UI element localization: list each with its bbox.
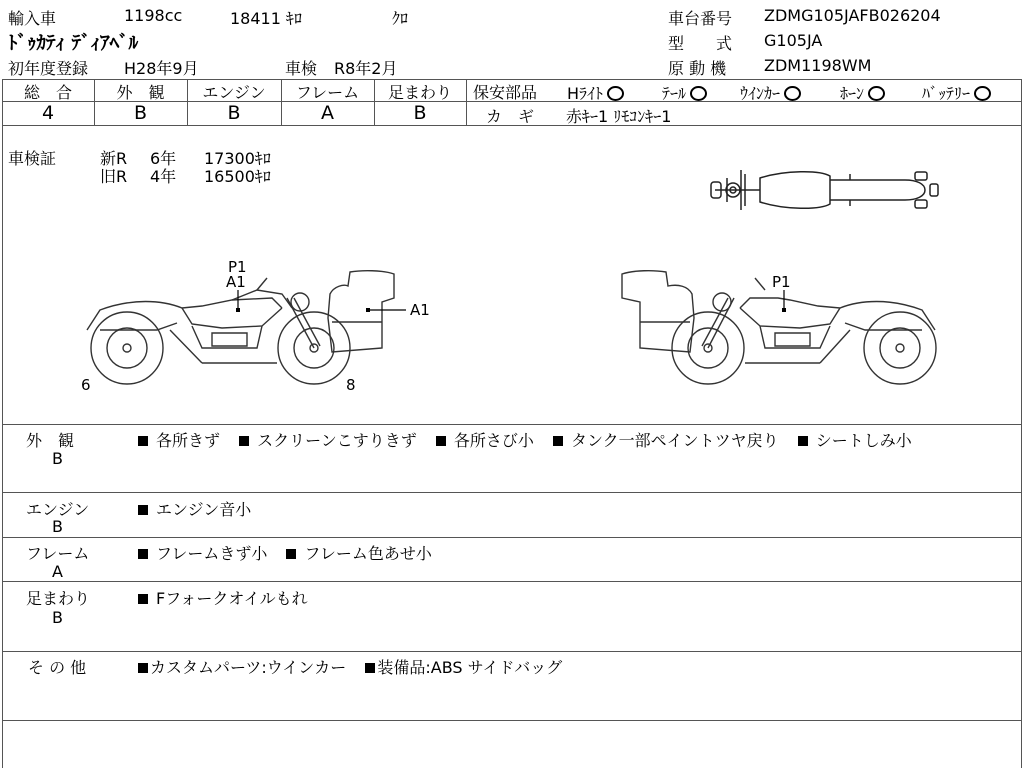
left-front-wheel-mark: 6 xyxy=(81,376,91,394)
safety-item-name: ｳｲﾝｶｰ xyxy=(740,84,781,103)
remark-items-exterior xyxy=(138,428,926,451)
safety-item-name: Hﾗｲﾄ xyxy=(567,84,604,103)
cert-new-km: 17300ｷﾛ xyxy=(204,149,271,168)
ok-circle-icon xyxy=(690,86,707,101)
remark-item: シートしみ小 xyxy=(815,431,912,450)
first-registration-value: H28年9月 xyxy=(124,59,199,78)
grade-header-overall: 総 合 xyxy=(23,83,72,102)
safety-item-headlight xyxy=(567,81,624,104)
grade-header-engine: エンジン xyxy=(202,83,266,102)
remark-item: エンジン音小 xyxy=(156,500,252,519)
safety-item-battery xyxy=(922,81,991,104)
ok-circle-icon xyxy=(974,86,991,101)
safety-item-taillight xyxy=(662,81,707,104)
divider xyxy=(2,424,1021,425)
remark-item: スクリーンこすりきず xyxy=(257,431,417,450)
remark-label-suspension: 足まわり xyxy=(26,589,91,608)
remark-label-exterior: 外 観 xyxy=(26,431,75,450)
right-mark-p1: P1 xyxy=(772,273,791,291)
cert-label: 車検証 xyxy=(8,149,57,168)
engine-model-value: ZDM1198WM xyxy=(764,56,872,75)
inspection-label: 車検 xyxy=(285,59,318,78)
bullet-square-icon xyxy=(138,436,148,446)
bullet-square-icon xyxy=(138,549,148,559)
cert-new-years: 6年 xyxy=(150,149,177,168)
divider xyxy=(2,492,1021,493)
ok-circle-icon xyxy=(868,86,885,101)
remark-items-engine xyxy=(138,497,265,520)
left-rear-wheel-mark: 8 xyxy=(346,376,356,394)
divider xyxy=(2,720,1021,721)
motorcycle-left-view xyxy=(82,268,422,388)
left-mark-a1: A1 xyxy=(226,273,246,291)
grade-header-suspension: 足まわり xyxy=(387,83,452,102)
grade-overall: 4 xyxy=(41,102,55,124)
divider xyxy=(1021,79,1022,768)
safety-item-turn-signal xyxy=(740,81,801,104)
remark-items-suspension xyxy=(138,586,322,609)
remark-item: フレーム色あせ小 xyxy=(304,544,432,563)
bullet-square-icon xyxy=(138,505,148,515)
engine-model-label: 原 動 機 xyxy=(668,59,727,78)
remark-items-frame xyxy=(138,541,446,564)
bullet-square-icon xyxy=(138,663,148,673)
bullet-square-icon xyxy=(436,436,446,446)
remark-items-other xyxy=(138,655,576,678)
remark-label-other: そ の 他 xyxy=(28,658,87,677)
safety-item-horn xyxy=(840,81,885,104)
remark-grade-engine: B xyxy=(52,517,63,536)
color: ｸﾛ xyxy=(392,9,409,28)
cert-new-label: 新R xyxy=(100,149,128,168)
bullet-square-icon xyxy=(365,663,375,673)
frame-number: ZDMG105JAFB026204 xyxy=(764,6,941,25)
bullet-square-icon xyxy=(239,436,249,446)
safety-item-name: ﾎｰﾝ xyxy=(840,84,865,103)
divider xyxy=(466,79,467,125)
divider xyxy=(2,651,1021,652)
grade-header-frame: フレーム xyxy=(295,83,360,102)
motorcycle-top-view xyxy=(705,166,940,216)
marker-arrow xyxy=(780,290,790,314)
displacement: 1198cc xyxy=(124,6,183,25)
bullet-square-icon xyxy=(138,594,148,604)
remark-grade-exterior: B xyxy=(52,449,63,468)
divider xyxy=(2,581,1021,582)
remark-grade-suspension: B xyxy=(52,608,63,627)
remark-item: Fフォークオイルもれ xyxy=(156,589,308,608)
grade-frame: A xyxy=(321,102,334,124)
key-value: 赤ｷｰ1 ﾘﾓｺﾝｷｰ1 xyxy=(566,107,672,126)
type-value: G105JA xyxy=(764,31,823,50)
bullet-square-icon xyxy=(553,436,563,446)
cert-old-km: 16500ｷﾛ xyxy=(204,167,271,186)
ok-circle-icon xyxy=(607,86,624,101)
remark-label-frame: フレーム xyxy=(26,544,90,563)
safety-item-name: ﾊﾞｯﾃﾘｰ xyxy=(922,84,971,103)
marker-arrow xyxy=(234,290,244,314)
remark-item: 各所さび小 xyxy=(453,431,534,450)
type-label: 型 式 xyxy=(668,34,733,53)
first-registration-label: 初年度登録 xyxy=(8,59,89,78)
mileage: 18411 ｷﾛ xyxy=(230,9,302,28)
grade-suspension: B xyxy=(413,102,427,124)
grade-engine: B xyxy=(227,102,241,124)
left-bag-mark-a1: A1 xyxy=(410,301,430,319)
remark-item: 各所きず xyxy=(156,431,221,450)
frame-number-label: 車台番号 xyxy=(668,9,733,28)
remark-item: フレームきず小 xyxy=(156,544,268,563)
cert-old-years: 4年 xyxy=(150,167,177,186)
key-label: カ ギ xyxy=(486,107,535,126)
safety-item-name: ﾃｰﾙ xyxy=(662,84,687,103)
bullet-square-icon xyxy=(798,436,808,446)
inspection-value: R8年2月 xyxy=(334,59,398,78)
left-mark-p1: P1 xyxy=(228,258,247,276)
remark-label-engine: エンジン xyxy=(26,500,90,519)
divider xyxy=(2,537,1021,538)
remark-item: タンク一部ペイントツヤ戻り xyxy=(571,431,779,450)
marker-arrow xyxy=(364,306,408,316)
bullet-square-icon xyxy=(286,549,296,559)
ok-circle-icon xyxy=(784,86,801,101)
remark-item: カスタムパーツ:ウインカー xyxy=(150,658,347,677)
model-name: ﾄﾞｩｶﾃｨ ﾃﾞｨｱﾍﾞﾙ xyxy=(8,32,139,54)
grade-header-exterior: 外 観 xyxy=(116,83,165,102)
remark-item: 装備品:ABS サイドバッグ xyxy=(377,658,563,677)
safety-parts-label: 保安部品 xyxy=(473,83,538,102)
grade-exterior: B xyxy=(133,102,148,124)
cert-old-label: 旧R xyxy=(100,167,128,186)
import-label: 輸入車 xyxy=(8,9,57,28)
remark-grade-frame: A xyxy=(52,562,63,581)
